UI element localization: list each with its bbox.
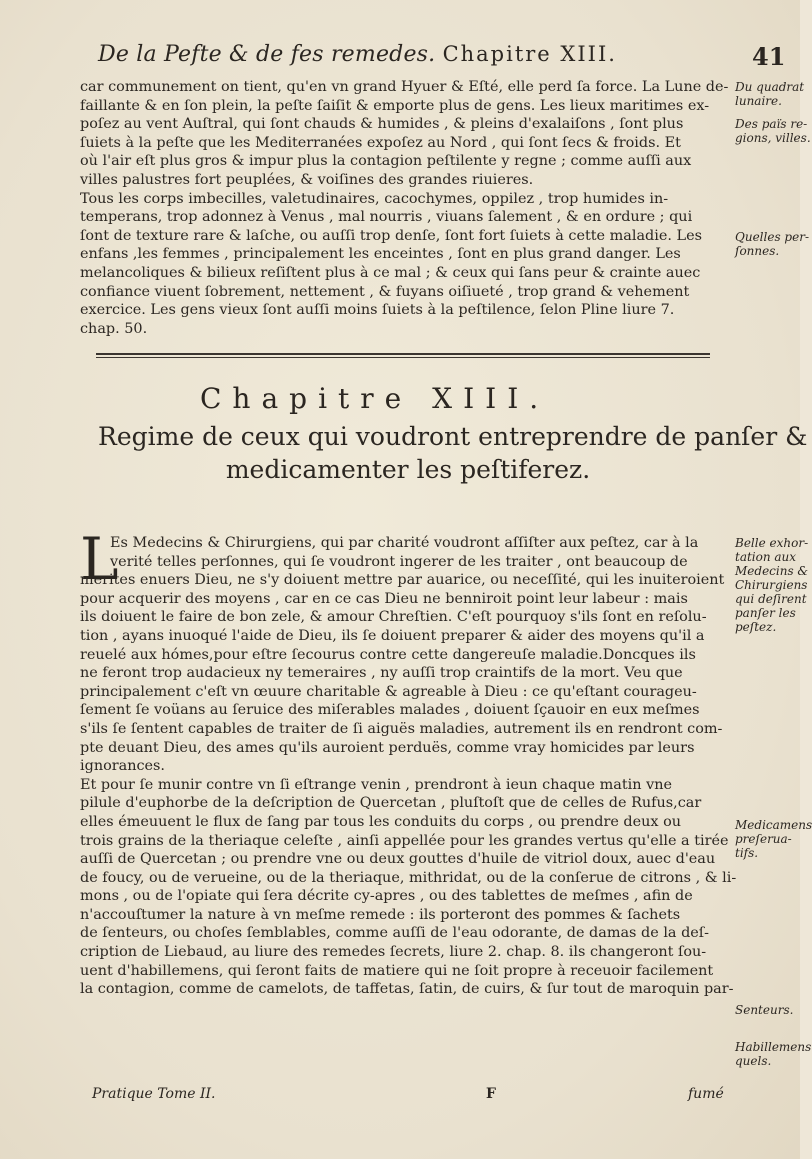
text-line: pte deuant Dieu, des ames qu'ils auroient perduës, comme vray homicides par leurs (80, 739, 695, 756)
side-note-line: Des païs re- (735, 117, 808, 131)
side-note-line: gions, villes. (735, 131, 811, 145)
text-line: où l'air eſt plus gros & impur plus la contagion peſtilente y regne ; comme auſſi aux (80, 153, 692, 170)
body-paragraphs (80, 525, 737, 999)
side-note-quadrat (735, 80, 805, 108)
text-line: ſont de texture rare & laſche, ou auſſi trop denſe, ſont fort ſuiets à cette maladie. Les (80, 227, 702, 244)
text-line: melancoliques & bilieux reſiſtent plus à ce mal ; & ceux qui ſans peur & crainte auec (80, 264, 701, 281)
text-line: ils doiuent le faire de bon zele, & amour Chreſtien. C'eſt pourquoy s'ils ſont en reſolu- (80, 609, 707, 626)
gathering-signature: F (486, 1086, 496, 1102)
chapter-title: Chapitre XIII. (200, 382, 550, 415)
side-note-line: peſtez. (735, 620, 777, 634)
catchword: fumé (688, 1086, 724, 1102)
text-line: reuelé aux hómes,pour eſtre ſecourus contre cette dangereuſe maladie.Doncques ils (80, 646, 696, 663)
side-note-line: qui deſirent (735, 592, 807, 606)
page-number: 41 (752, 42, 786, 71)
text-line: ſement ſe voüans au ſeruice des miſerables malades , doiuent ſçauoir en eux meſmes (80, 702, 700, 719)
text-line: la contagion, comme de camelots, de taffetas, ſatin, de cuirs, & ſur tout de maroquin par- (80, 981, 734, 998)
side-note-line: Quelles per- (735, 230, 809, 244)
text-line: pilule d'euphorbe de la deſcription de Quercetan , pluſtoſt que de celles de Rufus,car (80, 795, 702, 812)
side-note-senteurs (735, 1003, 800, 1017)
text-line: Es Medecins & Chirurgiens, qui par charité voudront aſſiſter aux peſtez, car à la (110, 535, 699, 551)
text-line: temperans, trop adonnez à Venus , mal nourris , viuans ſalement , & en ordure ; qui (80, 209, 693, 226)
text-line: elles émeuuent le flux de ſang par tous les conduits du corps , ou prendre deux ou (80, 813, 682, 830)
side-note-exhortation (735, 536, 809, 634)
text-line: cription de Liebaud, au liure des remedes ſecrets, liure 2. chap. 8. ils changeront ſou- (80, 944, 707, 961)
text-line: chap. 50. (80, 320, 148, 337)
text-line: principalement c'eſt vn œuure charitable & agreable à Dieu : ce qu'eſtant courageu- (80, 683, 697, 700)
side-note-line: Senteurs. (735, 1003, 794, 1017)
text-line: auſſi de Quercetan ; ou prendre vne ou deux gouttes d'huile de vitriol doux, auec d'eau (80, 851, 716, 868)
text-line: faillante & en ſon plein, la peſte ſaiſit & emporte plus de gens. Les lieux maritimes ex- (80, 97, 710, 114)
side-note-line: Du quadrat (735, 80, 805, 94)
volume-signature: Pratique Tome II. (92, 1086, 216, 1102)
text-line: uent d'habillemens, qui ſeront faits de matiere qui ne ſoit propre à receuoir facilement (80, 962, 714, 979)
side-note-line: lunaire. (735, 94, 782, 108)
text-line: de ſenteurs, ou choſes ſemblables, comme auſſi de l'eau odorante, de damas de la deſ- (80, 925, 709, 942)
side-note-persons (735, 230, 809, 258)
text-line: confiance viuent ſobrement, nettement , & fuyans oiſiueté , trop grand & vehement (80, 283, 690, 300)
side-note-line: preſerua- (735, 832, 792, 846)
drop-cap-initial: L (80, 525, 119, 593)
text-line: ne feront trop audacieux ny temeraires , ny auſſi trop craintifs de la mort. Veu que (80, 665, 683, 682)
running-head (98, 42, 617, 67)
text-line: mons , ou de l'opiate qui ſera décrite cy-apres , ou des tablettes de meſmes , afin de (80, 888, 693, 905)
chapter-subtitle-line1: Regime de ceux qui voudront entreprendre de panſer & (98, 422, 808, 451)
chapter-divider-rule (96, 353, 710, 358)
text-line: n'accouſtumer la nature à vn meſme remede : ils porteront des pommes & ſachets (80, 906, 681, 923)
side-note-line: panſer les (735, 606, 796, 620)
text-line: verité telles perſonnes, qui ſe voudront ingerer de les traiter , ont beaucoup de (110, 553, 688, 570)
text-line: exercice. Les gens vieux ſont auſſi moins ſuiets à la peſtilence, ſelon Pline liure 7. (80, 302, 675, 319)
text-line: poſez au vent Auſtral, qui ſont chauds & humides , & pleins d'exalaiſons , ſont plus (80, 116, 684, 133)
side-note-line: Medicamens (735, 818, 812, 832)
text-line: car communement on tient, qu'en vn grand Hyuer & Eſté, elle perd ſa force. La Lune de- (80, 79, 729, 95)
side-note-line: tation aux (735, 550, 797, 564)
text-line: tion , ayans inuoqué l'aide de Dieu, ils ſe doiuent preparer & aider des moyens qu'il a (80, 627, 705, 644)
text-line: ſuiets à la peſte que les Mediterranées expoſez au Nord , qui ſont ſecs & froids. Et (80, 134, 681, 151)
side-note-habillemens (735, 1040, 812, 1068)
chapter-subtitle-line2: medicamenter les peſtiferez. (225, 455, 591, 484)
text-line: enfans ,les femmes , principalement les enceintes , ſont en plus grand danger. Les (80, 246, 681, 263)
text-line: merites enuers Dieu, ne s'y doiuent mettre par auarice, ou neceſſité, qui les inuiteroient (80, 572, 725, 589)
side-note-line: Chirurgiens (735, 578, 808, 592)
text-line: s'ils ſe ſentent capables de traiter de ſi aiguës maladies, autrement ils en rendront com- (80, 720, 723, 737)
running-head-chapter: Chapitre XIII. (442, 42, 617, 66)
text-line: Et pour ſe munir contre vn ſi eſtrange venin , prendront à ieun chaque matin vne (80, 776, 672, 793)
side-note-line: Medecins & (735, 564, 809, 578)
side-note-line: tifs. (735, 846, 759, 860)
side-note-line: quels. (735, 1054, 772, 1068)
side-note-regions (735, 117, 811, 145)
text-line: de foucy, ou de verueine, ou de la theriaque, mithridat, ou de la conſerue de citrons , & li- (80, 869, 737, 886)
side-note-line: ſonnes. (735, 244, 780, 258)
running-head-title: De la Pefte & de fes remedes. (98, 42, 436, 67)
text-line: pour acquerir des moyens , car en ce cas Dieu ne benniroit point leur labeur : mais (80, 590, 688, 607)
side-note-line: Belle exhor- (735, 536, 809, 550)
text-line: trois grains de la theriaque celeſte , ainſi appellée pour les grandes vertus qu'elle a tirée (80, 832, 729, 849)
side-note-line: Habillemens (735, 1040, 812, 1054)
text-line: ignorances. (80, 758, 166, 775)
side-note-medicaments (735, 818, 812, 860)
top-paragraphs (80, 78, 729, 338)
text-line: Tous les corps imbecilles, valetudinaires, cacochymes, oppilez , trop humides in- (80, 190, 669, 207)
text-line: villes palustres fort peuplées, & voiſines des grandes riuieres. (80, 171, 534, 188)
